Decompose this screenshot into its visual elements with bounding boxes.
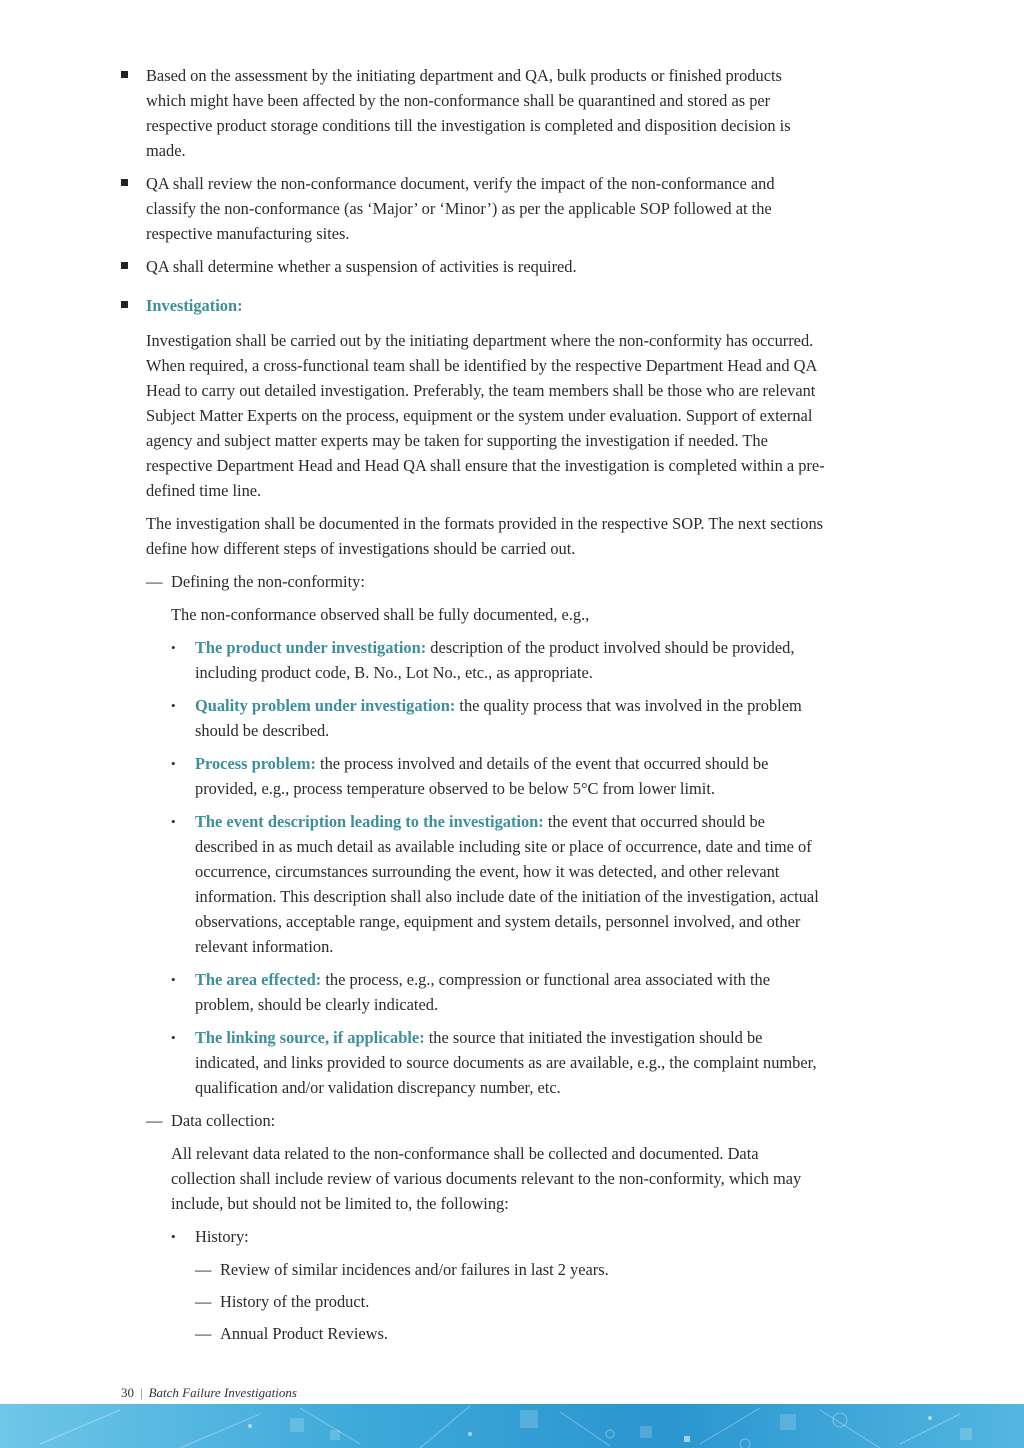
- investigation-section: [121, 293, 826, 318]
- data-collection-intro: All relevant data related to the non-conformance shall be collected and documented. Data collection shall include review of various documents relevant to the non-conformity, which may include, but should not be limited to, the following:: [171, 1144, 802, 1213]
- history-text: Annual Product Reviews.: [220, 1324, 388, 1343]
- history-item: [195, 1257, 826, 1282]
- decorative-footer-band: [0, 1404, 1024, 1448]
- item-text: the quality process that was involved in the problem should be described.: [195, 696, 802, 740]
- dash-marker: —: [195, 1292, 212, 1311]
- dot-bullet-icon: •: [171, 756, 176, 771]
- bullet-text: QA shall determine whether a suspension of activities is required.: [146, 257, 577, 276]
- dot-bullet-icon: •: [171, 1030, 176, 1045]
- bullet-text: QA shall review the non-conformance document, verify the impact of the non-conformance and classify the non-conformance (as ‘Major’ or ‘Minor’) as per the applicable SOP followed at the respective manufacturing sites.: [146, 174, 775, 243]
- square-bullet-icon: [121, 301, 128, 308]
- item-text: the source that initiated the investigation should be indicated, and links provided to source documents as are available, e.g., the complaint number, qualification and/or validation discrepancy number, etc.: [195, 1028, 817, 1097]
- item-term: The linking source, if applicable:: [195, 1028, 425, 1047]
- list-item: [171, 809, 826, 959]
- bullet-text: Based on the assessment by the initiating department and QA, bulk products or finished products which might have been affected by the non-conformance shall be quarantined and stored as per respective product storage conditions till the investigation is completed and disposition decision is made.: [146, 66, 791, 160]
- defining-item: [146, 569, 826, 594]
- dot-bullet-icon: •: [171, 640, 176, 655]
- list-item: [171, 635, 826, 685]
- dot-bullet-icon: •: [171, 972, 176, 987]
- history-text: History of the product.: [220, 1292, 370, 1311]
- item-term: The event description leading to the investigation:: [195, 812, 544, 831]
- page-number: 30: [121, 1385, 134, 1400]
- list-item: [171, 1224, 826, 1249]
- item-term: Process problem:: [195, 754, 316, 773]
- page-footer: [121, 1380, 297, 1405]
- defining-intro: The non-conformance observed shall be fully documented, e.g.,: [171, 605, 590, 624]
- history-label: History:: [195, 1227, 249, 1246]
- footer-separator: |: [140, 1385, 143, 1400]
- defining-label: Defining the non-conformity:: [171, 572, 365, 591]
- item-text: the process, e.g., compression or functional area associated with the problem, should be clearly indicated.: [195, 970, 770, 1014]
- square-bullet-icon: [121, 179, 128, 186]
- list-item: [171, 1025, 826, 1100]
- bullet-item: [121, 63, 826, 163]
- item-term: Quality problem under investigation:: [195, 696, 456, 715]
- list-item: [171, 693, 826, 743]
- history-item: [195, 1289, 826, 1314]
- dash-marker: —: [195, 1324, 212, 1343]
- investigation-paragraph: The investigation shall be documented in the formats provided in the respective SOP. The next sections define how different steps of investigations should be carried out.: [146, 514, 824, 558]
- dash-marker: —: [195, 1260, 212, 1279]
- dash-marker: —: [146, 1111, 163, 1130]
- investigation-paragraph: Investigation shall be carried out by the initiating department where the non-conformity has occurred. When required, a cross-functional team shall be identified by the respective Department Head and QA Head to carry out detailed investigation. Preferably, the team members shall be those who are relevant Subject Matter Experts on the process, equipment or the system under evaluation. Support of external agency and subject matter experts may be taken for supporting the investigation if needed. The respective Department Head and Head QA shall ensure that the investigation is completed within a pre-defined time line.: [146, 331, 825, 500]
- list-item: [171, 751, 826, 801]
- data-collection-item: [146, 1108, 826, 1133]
- footer-title: Batch Failure Investigations: [148, 1385, 297, 1400]
- page-content: [121, 63, 826, 1353]
- item-term: The product under investigation:: [195, 638, 427, 657]
- network-pattern-graphic: [0, 1404, 1024, 1448]
- item-text: the event that occurred should be described in as much detail as available including site or place of occurrence, date and time of occurrence, circumstances surrounding the event, how it was detected, and other relevant information. This description shall also include date of the initiation of the investigation, actual observations, acceptable range, equipment and system details, personnel involved, and other relevant information.: [195, 812, 819, 956]
- square-bullet-icon: [121, 71, 128, 78]
- item-term: The area effected:: [195, 970, 322, 989]
- dot-bullet-icon: •: [171, 814, 176, 829]
- investigation-heading: Investigation:: [146, 296, 243, 315]
- dash-marker: —: [146, 572, 163, 591]
- list-item: [171, 967, 826, 1017]
- history-item: [195, 1321, 826, 1346]
- data-collection-label: Data collection:: [171, 1111, 276, 1130]
- history-text: Review of similar incidences and/or failures in last 2 years.: [220, 1260, 609, 1279]
- bullet-item: [121, 171, 826, 246]
- square-bullet-icon: [121, 262, 128, 269]
- item-text: the process involved and details of the event that occurred should be provided, e.g., process temperature observed to be below 5°C from lower limit.: [195, 754, 769, 798]
- dot-bullet-icon: •: [171, 1229, 176, 1244]
- item-text: description of the product involved should be provided, including product code, B. No., Lot No., etc., as appropriate.: [195, 638, 795, 682]
- dot-bullet-icon: •: [171, 698, 176, 713]
- bullet-item: [121, 254, 826, 279]
